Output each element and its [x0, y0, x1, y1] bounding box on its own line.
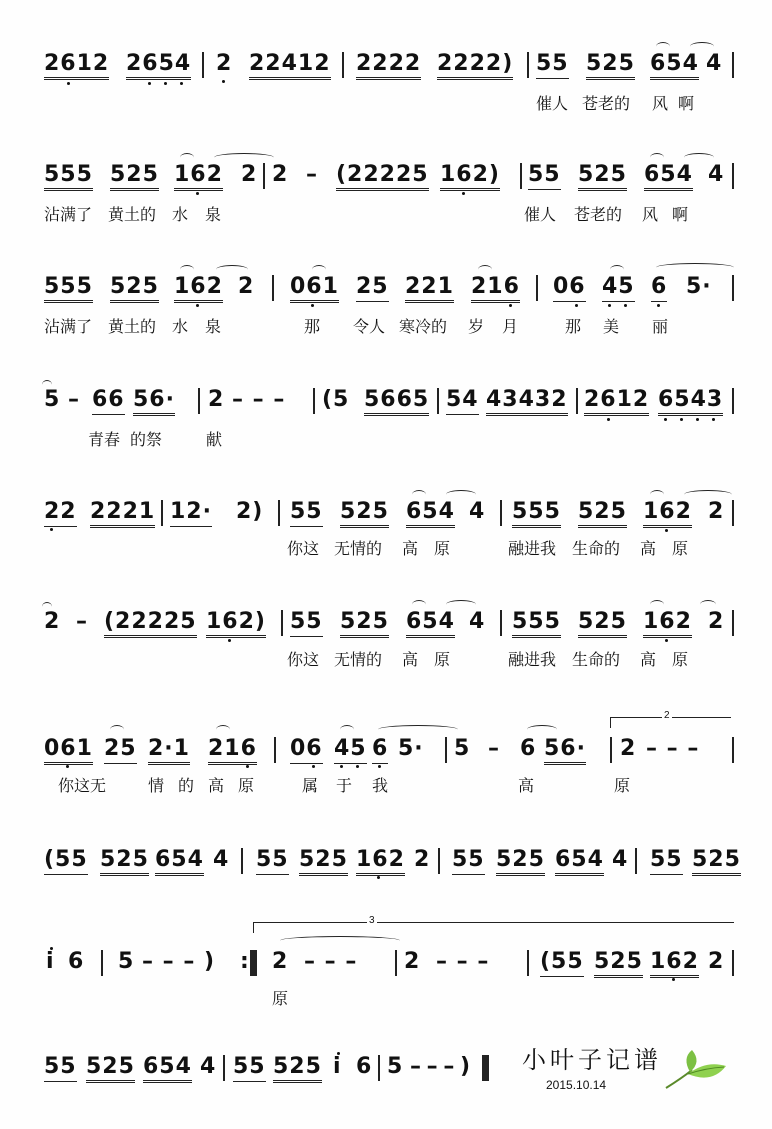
lyric: 催人 — [524, 205, 557, 224]
note-group: 25 — [356, 275, 389, 302]
note-group: 525 — [340, 500, 389, 528]
low-octave-dot — [712, 418, 715, 421]
slur — [214, 153, 274, 162]
low-octave-dot — [164, 82, 167, 85]
note-group: 2654 — [126, 52, 191, 80]
note-group: – – – — [436, 949, 490, 974]
note-group: 2 — [620, 736, 637, 761]
slur — [216, 265, 248, 274]
lyric: 的祭 — [130, 430, 163, 449]
note-group: 5 — [387, 1054, 404, 1079]
note-group: 2 — [414, 847, 431, 872]
note-group: 5· — [686, 274, 712, 299]
note-group: 55 — [290, 610, 323, 637]
note-group: 4 — [200, 1054, 217, 1079]
note-group: – — [76, 609, 88, 634]
lyric: 沾满了 — [44, 205, 93, 224]
low-octave-dot — [377, 876, 380, 879]
bar-line — [576, 388, 578, 414]
note-group: 2 — [208, 387, 225, 412]
note-group: 162 — [643, 610, 692, 638]
note-group: 525 — [299, 848, 348, 876]
low-octave-dot — [607, 418, 610, 421]
slur — [280, 936, 400, 945]
bar-line — [500, 610, 502, 636]
note-group: 061 — [290, 275, 339, 303]
bar-line — [732, 610, 734, 636]
note-group: i — [46, 949, 55, 974]
note-group: (22225 — [336, 163, 429, 191]
note-group: 525 — [578, 610, 627, 638]
lyric: 原 — [238, 776, 255, 795]
slur — [180, 153, 194, 162]
note-group: 66 — [92, 388, 125, 415]
bar-line — [635, 848, 637, 874]
lyric: 令人 — [353, 317, 386, 336]
lyric: 风 — [642, 205, 659, 224]
low-octave-dot — [696, 418, 699, 421]
note-group: 54 — [446, 388, 479, 415]
low-octave-dot — [657, 304, 660, 307]
slur — [412, 490, 426, 499]
note-group: 525 — [578, 163, 627, 191]
lyric: 的 — [178, 776, 195, 795]
note-group: 654 — [406, 610, 455, 638]
lyric: 黄土的 — [108, 205, 157, 224]
note-group: (55 — [540, 950, 584, 977]
bar-line — [274, 737, 276, 763]
bar-line — [395, 950, 397, 976]
final-barline — [482, 1055, 489, 1081]
note-group: 2 — [708, 499, 725, 524]
note-group: 6 — [356, 1054, 373, 1079]
lyric: 你这 — [287, 539, 320, 558]
slur — [446, 490, 476, 499]
low-octave-dot — [222, 80, 225, 83]
bar-line — [732, 950, 734, 976]
lyric: 啊 — [678, 94, 695, 113]
low-octave-dot — [575, 304, 578, 307]
note-group: 2 — [404, 949, 421, 974]
lyric: 苍老的 — [574, 205, 623, 224]
note-group: – — [306, 162, 318, 187]
slur — [340, 725, 354, 734]
note-group: 4 — [469, 609, 486, 634]
note-group: 2 — [238, 274, 255, 299]
note-group: 4 — [708, 162, 725, 187]
lyric: 高 — [518, 776, 535, 795]
note-group: 55 — [452, 848, 485, 875]
note-group: 2 — [44, 609, 61, 634]
lyric: 水 — [172, 205, 189, 224]
slur — [378, 725, 458, 734]
low-octave-dot — [624, 304, 627, 307]
note-group: 45 — [602, 275, 635, 302]
slur — [478, 265, 492, 274]
note-group: 654 — [143, 1055, 192, 1083]
note-group: 45 — [334, 737, 367, 764]
lyric: 丽 — [652, 317, 669, 336]
transcriber-signature: 小叶子记谱 — [522, 1046, 662, 1074]
note-group: 5· — [398, 736, 424, 761]
lyric: 高 — [402, 650, 419, 669]
bar-line — [500, 500, 502, 526]
note-group: 6 — [68, 949, 85, 974]
slur — [312, 265, 326, 274]
lyric: 高 — [208, 776, 225, 795]
low-octave-dot — [664, 418, 667, 421]
note-group: 216 — [208, 737, 257, 765]
note-group: 555 — [512, 500, 561, 528]
note-group: 525 — [578, 500, 627, 528]
lyric: 苍老的 — [582, 94, 631, 113]
note-group: 4 — [213, 847, 230, 872]
bar-line — [527, 52, 529, 78]
bar-line — [536, 275, 538, 301]
lyric: 融进我 — [508, 539, 557, 558]
lyric: 原 — [272, 989, 289, 1008]
low-octave-dot — [665, 529, 668, 532]
slur — [656, 42, 670, 51]
note-group: 5 — [454, 736, 471, 761]
lyric: 岁 — [468, 317, 485, 336]
note-group: 55 — [290, 500, 323, 527]
lyric: 高 — [640, 539, 657, 558]
note-group: 43432 — [486, 388, 568, 416]
lyric: 生命的 — [572, 539, 621, 558]
slur — [650, 490, 664, 499]
lyric: 高 — [402, 539, 419, 558]
lyric: 我 — [372, 776, 389, 795]
note-group: – – – ) — [410, 1054, 470, 1079]
note-group: 654 — [644, 163, 693, 191]
note-group: 5665 — [364, 388, 429, 416]
note-group: 22412 — [249, 52, 331, 80]
bar-line — [527, 950, 529, 976]
lyric: 你这 — [287, 650, 320, 669]
volta-number: 3 — [369, 915, 375, 926]
note-group: 654 — [155, 848, 204, 876]
note-group: 5 — [44, 387, 61, 412]
low-octave-dot — [608, 304, 611, 307]
note-group: 525 — [594, 950, 643, 978]
low-octave-dot — [148, 82, 151, 85]
lyric: 生命的 — [572, 650, 621, 669]
note-group: 55 — [536, 52, 569, 79]
bar-line — [241, 848, 243, 874]
note-group: 654 — [650, 52, 699, 80]
bar-line — [281, 610, 283, 636]
low-octave-dot — [665, 639, 668, 642]
note-group: 6543 — [658, 388, 723, 416]
lyric: 情 — [148, 776, 165, 795]
slur — [684, 153, 714, 162]
repeat-sign: : — [240, 949, 250, 974]
note-group: 5 — [118, 949, 135, 974]
lyric: 原 — [672, 539, 689, 558]
bar-line — [342, 52, 344, 78]
note-group: 4 — [469, 499, 486, 524]
lyric: 泉 — [205, 205, 222, 224]
repeat-end-barline — [250, 950, 257, 976]
note-group: 55 — [650, 848, 683, 875]
note-group: – — [488, 736, 500, 761]
note-group: 55 — [256, 848, 289, 875]
slur — [690, 42, 714, 51]
note-group: 162) — [440, 163, 500, 191]
note-group: 12· — [170, 500, 212, 527]
note-group: (5 — [322, 387, 350, 412]
low-octave-dot — [378, 765, 381, 768]
bar-line — [438, 848, 440, 874]
note-group: 6 — [651, 275, 667, 302]
bar-line — [101, 950, 103, 976]
low-octave-dot — [680, 418, 683, 421]
note-group: 55 — [44, 1055, 77, 1082]
bar-line — [313, 388, 315, 414]
note-group: – — [68, 387, 80, 412]
note-group: 2612 — [584, 388, 649, 416]
note-group: (22225 — [104, 610, 197, 638]
bar-line — [732, 388, 734, 414]
bar-line — [263, 163, 265, 189]
lyric: 青春 — [88, 430, 121, 449]
lyric: 月 — [502, 317, 519, 336]
note-group: 555 — [44, 163, 93, 191]
note-group: (55 — [44, 848, 88, 875]
lyric: 美 — [603, 317, 620, 336]
note-group: 6 — [372, 737, 388, 764]
note-group: 2 — [216, 51, 233, 76]
lyric: 你这无 — [58, 776, 107, 795]
lyric: 寒冷的 — [399, 317, 448, 336]
note-group: 2 — [272, 949, 289, 974]
slur — [684, 490, 732, 499]
note-group: 162 — [174, 275, 223, 303]
slur — [412, 600, 426, 609]
low-octave-dot — [66, 765, 69, 768]
bar-line — [378, 1055, 380, 1081]
note-group: 162 — [643, 500, 692, 528]
low-octave-dot — [312, 765, 315, 768]
note-group: 525 — [586, 52, 635, 80]
note-group: 2222) — [437, 52, 513, 80]
note-group: 162 — [650, 950, 699, 978]
lyric: 泉 — [205, 317, 222, 336]
note-group: 6 — [520, 736, 537, 761]
slur — [216, 725, 230, 734]
note-group: 2) — [236, 499, 264, 524]
bar-line — [437, 388, 439, 414]
note-group: 2221 — [90, 500, 155, 528]
note-group: 55 — [528, 163, 561, 190]
bar-line — [610, 737, 612, 763]
volta-number: 2 — [664, 710, 670, 721]
slur — [110, 725, 124, 734]
lyric: 献 — [206, 430, 223, 449]
lyric: 黄土的 — [108, 317, 157, 336]
note-group: 22 — [44, 500, 77, 527]
lyric: 原 — [434, 539, 451, 558]
note-group: – – – — [232, 387, 286, 412]
note-group: 2612 — [44, 52, 109, 80]
low-octave-dot — [228, 639, 231, 642]
bar-line — [198, 388, 200, 414]
bar-line — [732, 275, 734, 301]
lyric: 无情的 — [334, 539, 383, 558]
lyric: 那 — [304, 317, 321, 336]
low-octave-dot — [196, 192, 199, 195]
volta-bracket — [253, 922, 734, 933]
lyric: 催人 — [536, 94, 569, 113]
bar-line — [202, 52, 204, 78]
low-octave-dot — [509, 304, 512, 307]
note-group: 2 — [708, 609, 725, 634]
lyric: 原 — [672, 650, 689, 669]
lyric: 无情的 — [334, 650, 383, 669]
note-group: – – – ) — [142, 949, 216, 974]
slur — [656, 263, 734, 272]
note-group: 555 — [44, 275, 93, 303]
bar-line — [732, 500, 734, 526]
lyric: 沾满了 — [44, 317, 93, 336]
bar-line — [732, 737, 734, 763]
note-group: 06 — [290, 737, 323, 764]
leaf-icon — [662, 1048, 730, 1092]
low-octave-dot — [67, 82, 70, 85]
note-group: 2222 — [356, 52, 421, 80]
low-octave-dot — [50, 528, 53, 531]
lyric: 啊 — [672, 205, 689, 224]
note-group: – – – — [304, 949, 358, 974]
note-group: 56· — [133, 388, 175, 416]
note-group: 525 — [100, 848, 149, 876]
note-group: 221 — [405, 275, 454, 303]
note-group: 2 — [708, 949, 725, 974]
note-group: 525 — [692, 848, 741, 876]
bar-line — [272, 275, 274, 301]
bar-line — [278, 500, 280, 526]
note-group: 654 — [555, 848, 604, 876]
lyric: 原 — [434, 650, 451, 669]
note-group: 216 — [471, 275, 520, 303]
note-group: 56· — [544, 737, 586, 765]
note-group: 654 — [406, 500, 455, 528]
bar-line — [732, 52, 734, 78]
low-octave-dot — [246, 765, 249, 768]
slur — [180, 265, 194, 274]
note-group: 2 — [241, 162, 258, 187]
low-octave-dot — [311, 304, 314, 307]
low-octave-dot — [340, 765, 343, 768]
note-group: 06 — [553, 275, 586, 302]
bar-line — [520, 163, 522, 189]
note-group: 555 — [512, 610, 561, 638]
slur — [610, 265, 624, 274]
note-group: 525 — [496, 848, 545, 876]
bar-line — [732, 163, 734, 189]
low-octave-dot — [462, 192, 465, 195]
slur — [650, 153, 664, 162]
note-group: 162 — [174, 163, 223, 191]
transcription-date: 2015.10.14 — [546, 1078, 607, 1092]
note-group: 525 — [273, 1055, 322, 1083]
lyric: 水 — [172, 317, 189, 336]
note-group: 55 — [233, 1055, 266, 1082]
note-group: 061 — [44, 737, 93, 765]
note-group: 525 — [340, 610, 389, 638]
bar-line — [161, 500, 163, 526]
note-group: 162 — [356, 848, 405, 876]
lyric: 于 — [336, 776, 353, 795]
note-group: 25 — [104, 737, 137, 764]
note-group: 2 — [272, 162, 289, 187]
lyric: 属 — [302, 776, 319, 795]
lyric: 融进我 — [508, 650, 557, 669]
low-octave-dot — [356, 765, 359, 768]
slur — [527, 725, 557, 734]
bar-line — [223, 1055, 225, 1081]
lyric: 风 — [652, 94, 669, 113]
low-octave-dot — [196, 304, 199, 307]
lyric: 原 — [614, 776, 631, 795]
slur — [650, 600, 664, 609]
lyric: 那 — [565, 317, 582, 336]
low-octave-dot — [180, 82, 183, 85]
note-group: 525 — [86, 1055, 135, 1083]
note-group: 2·1 — [148, 737, 190, 765]
note-group: 4 — [706, 51, 723, 76]
low-octave-dot — [672, 978, 675, 981]
note-group: 525 — [110, 163, 159, 191]
note-group: i — [333, 1054, 342, 1079]
note-group: 162) — [206, 610, 266, 638]
note-group: 4 — [612, 847, 629, 872]
note-group: – – – — [646, 736, 700, 761]
slur — [446, 600, 476, 609]
slur — [700, 600, 716, 609]
bar-line — [445, 737, 447, 763]
note-group: 525 — [110, 275, 159, 303]
lyric: 高 — [640, 650, 657, 669]
